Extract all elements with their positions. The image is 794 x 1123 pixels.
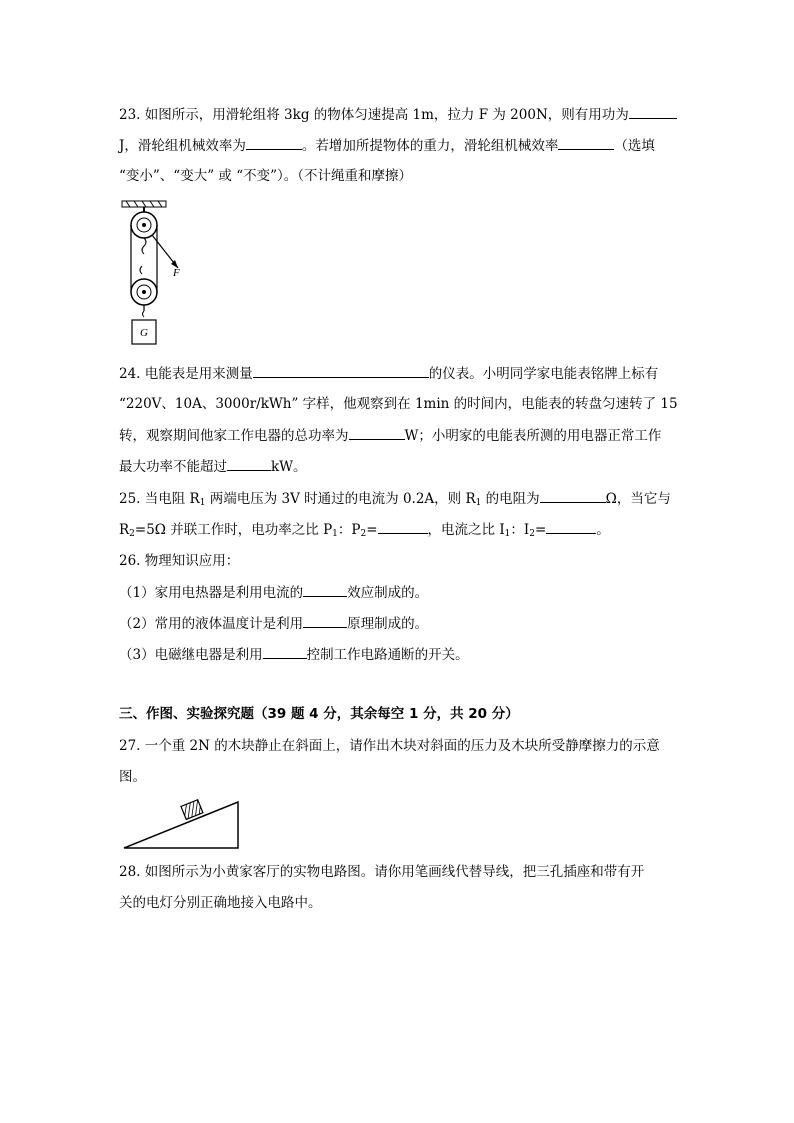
q24-line1: 24. 电能表是用来测量 的仪表。小明同学家电能表铭牌上标有: [119, 363, 658, 384]
q23-line1: 23. 如图所示，用滑轮组将 3kg 的物体匀速提高 1m，拉力 F 为 200N，则有用功为: [119, 104, 677, 125]
force-label: F: [173, 267, 180, 279]
q24-blank-measure[interactable]: [253, 363, 429, 378]
q25-blank-current-ratio[interactable]: [546, 519, 596, 534]
q27-line2: 图。: [119, 769, 146, 785]
q23-blank-efficiency[interactable]: [246, 135, 302, 150]
section3-heading: 三、作图、实验探究题（39 题 4 分，其余每空 1 分，共 20 分）: [119, 706, 519, 722]
q24-blank-maxpower[interactable]: [227, 456, 271, 471]
q26-title: 26. 物理知识应用：: [119, 553, 240, 569]
q25-line2: $R_2=5\Omega$ 并联工作时，电功率之比 $P_1$：$P_2=$ ，电流之比 $I_1$：$I_2=$ 。: [119, 519, 610, 544]
q28-line2: 关的电灯分别正确地接入电路中。: [119, 895, 322, 911]
q26-item3: （3）电磁继电器是利用 控制工作电路通断的开关。: [119, 644, 469, 665]
q25-line1: 25. 当电阻 $R_1$ 两端电压为 3V 时通过的电流为 0.2A，则 $R_1$ 的电阻为 Ω，当它与: [119, 488, 671, 513]
q24-line2: “220V、10A、3000r/kWh” 字样，他观察到在 1min 的时间内，电能表的转盘匀速转了 15: [119, 396, 678, 412]
q26-blank-2[interactable]: [303, 613, 347, 628]
wood-block: [181, 800, 203, 820]
incline-diagram: [120, 794, 250, 854]
q23-blank-work[interactable]: [629, 104, 677, 119]
weight-label: G: [140, 327, 148, 339]
q25-blank-resistance[interactable]: [540, 488, 606, 503]
q24-line4: 最大功率不能超过 kW。: [119, 456, 307, 477]
q24-line3: 转，观察期间他家工作电器的总功率为 W；小明家的电能表所测的用电器正常工作: [119, 425, 661, 446]
q25-blank-power-ratio[interactable]: [378, 519, 428, 534]
q26-blank-1[interactable]: [303, 582, 347, 597]
q26-blank-3[interactable]: [263, 644, 307, 659]
q28-line1: 28. 如图所示为小黄家客厅的实物电路图。请你用笔画线代替导线，把三孔插座和带有开: [119, 864, 645, 880]
q26-item2: （2）常用的液体温度计是利用 原理制成的。: [119, 613, 428, 634]
q27-line1: 27. 一个重 2N 的木块静止在斜面上，请作出木块对斜面的压力及木块所受静摩擦力的示意: [119, 738, 660, 754]
q24-blank-power[interactable]: [349, 425, 405, 440]
q26-item1: （1）家用电热器是利用电流的 效应制成的。: [119, 582, 428, 603]
pulley-diagram: [118, 198, 198, 348]
q23-line2: J，滑轮组机械效率为 。若增加所提物体的重力，滑轮组机械效率 （选填: [119, 135, 655, 156]
q23-blank-change[interactable]: [558, 135, 614, 150]
incline-plane: [124, 802, 238, 848]
q23-line3: “变小”、“变大” 或 “不变”）。（不计绳重和摩擦）: [119, 168, 412, 184]
